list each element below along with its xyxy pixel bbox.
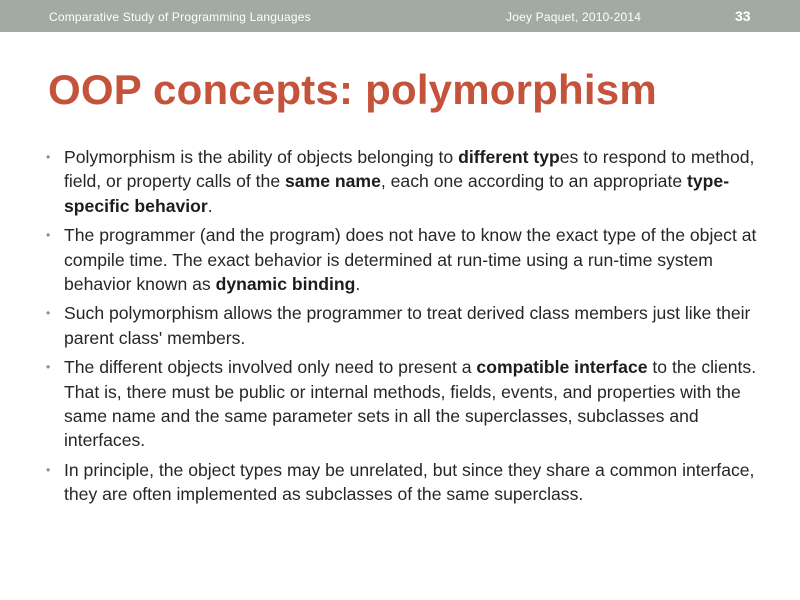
bullet-icon: • — [46, 306, 51, 321]
slide-title: OOP concepts: polymorphism — [48, 66, 657, 113]
bullet-text: . — [207, 195, 213, 216]
bullet-text: . — [355, 274, 361, 295]
bullet-item — [46, 301, 766, 350]
bullet-item — [46, 355, 766, 453]
bold-term: compatible interface — [476, 357, 648, 378]
bullet-list — [46, 145, 766, 512]
bullet-item — [46, 458, 766, 507]
bold-term: different typ — [458, 147, 560, 167]
bullet-text: In principle, the object types may be unrelated, but since they share a common interface, they are often implemented as subclasses of the same superclass. — [64, 459, 755, 505]
bold-term: type-specific behavior — [64, 171, 730, 216]
bullet-icon: • — [46, 462, 51, 477]
bullet-item — [46, 145, 766, 218]
course-title: Comparative Study of Programming Languages — [49, 10, 311, 24]
bold-term: same name — [285, 171, 381, 192]
page-number: 33 — [735, 8, 751, 24]
bold-term: dynamic binding — [215, 274, 356, 295]
bullet-text: The different objects involved only need to present a — [64, 357, 477, 378]
bullet-text: es to respond to method, field, or property calls of the — [64, 147, 755, 192]
author-credit: Joey Paquet, 2010-2014 — [506, 10, 642, 24]
bullet-text: Polymorphism is the ability of objects belonging to — [64, 147, 459, 167]
slide-header-bar — [0, 0, 800, 32]
bullet-text: Such polymorphism allows the programmer to treat derived class members just like their parent class' members. — [64, 303, 751, 348]
bullet-icon: • — [46, 150, 51, 164]
bullet-icon: • — [46, 360, 51, 375]
bullet-icon: • — [46, 228, 51, 243]
bullet-text: to the clients. That is, there must be public or internal methods, fields, events, and properties with the same name and the same parameter sets in all the superclasses, subclasses and interfaces. — [64, 357, 757, 451]
bullet-text: , each one according to an appropriate — [380, 171, 688, 192]
bullet-text: The programmer (and the program) does not have to know the exact type of the object at compile time. The exact behavior is determined at run-time using a run-time system behavior known as — [64, 225, 757, 295]
bullet-item — [46, 223, 766, 296]
